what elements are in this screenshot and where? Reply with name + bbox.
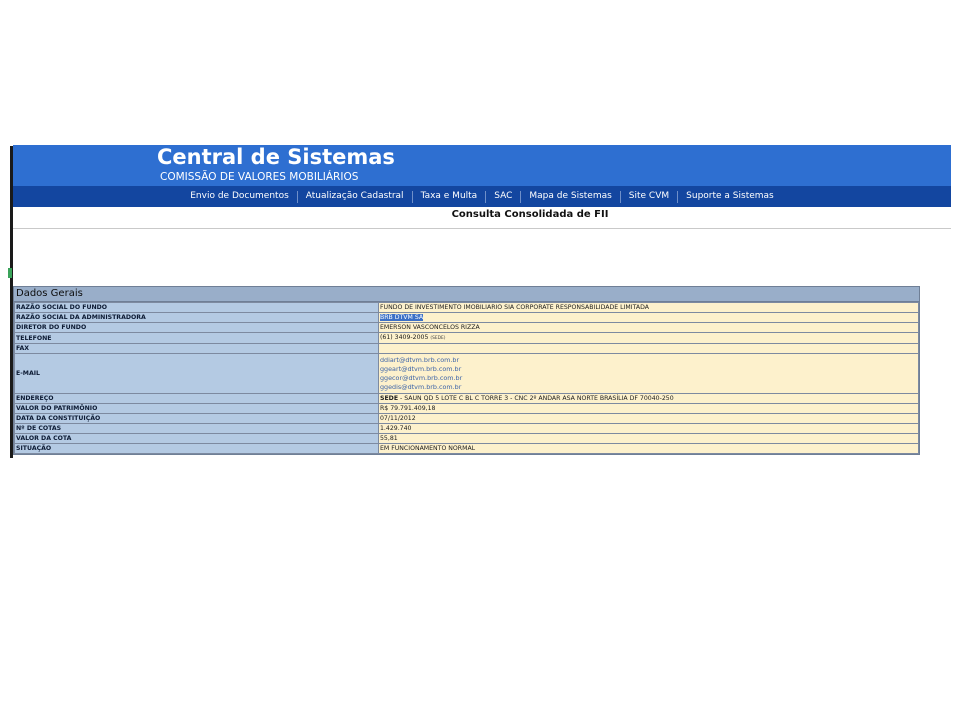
row-label: Nº DE COTAS: [15, 424, 379, 434]
panel-title: Dados Gerais: [14, 287, 919, 302]
address-text: - SAUN QD 5 LOTE C BL C TORRE 3 - CNC 2º ANDAR ASA NORTE BRASÍLIA DF 70040-250: [398, 395, 674, 402]
row-value: EM FUNCIONAMENTO NORMAL: [379, 444, 919, 454]
row-value: [379, 313, 919, 323]
table-row: [15, 333, 919, 344]
page-title: Consulta Consolidada de FII: [451, 209, 609, 220]
row-value: [379, 394, 919, 404]
row-label: ENDEREÇO: [15, 394, 379, 404]
nav-atualizacao-cadastral[interactable]: Atualização Cadastral: [305, 191, 404, 201]
table-row: [15, 323, 919, 333]
email-link[interactable]: ddiart@dtvm.brb.com.br: [380, 356, 460, 364]
row-label: VALOR DA COTA: [15, 434, 379, 444]
row-value: 55,81: [379, 434, 919, 444]
table-row: [15, 394, 919, 404]
nav-suporte-sistemas[interactable]: Suporte a Sistemas: [686, 191, 774, 201]
row-label: FAX: [15, 344, 379, 354]
table-row: [15, 313, 919, 323]
dados-gerais-panel: [13, 286, 920, 455]
site-title[interactable]: Central de Sistemas: [157, 145, 395, 169]
row-label: SITUAÇÃO: [15, 444, 379, 454]
title-divider: [13, 228, 951, 229]
row-value: 1.429.740: [379, 424, 919, 434]
table-row: [15, 444, 919, 454]
selected-text: BRB DTVM SA: [380, 314, 424, 321]
row-label: E-MAIL: [15, 354, 379, 394]
address-prefix: SEDE: [380, 395, 399, 402]
edge-marker: [8, 268, 12, 278]
table-row: [15, 344, 919, 354]
row-label: TELEFONE: [15, 333, 379, 344]
dados-gerais-table: [14, 302, 919, 454]
nav-sac[interactable]: SAC: [494, 191, 513, 201]
nav-envio-documentos[interactable]: Envio de Documentos: [190, 191, 289, 201]
email-link[interactable]: ggeart@dtvm.brb.com.br: [380, 365, 462, 373]
site-header: [13, 145, 951, 186]
email-link[interactable]: ggedis@dtvm.brb.com.br: [380, 383, 462, 391]
nav-mapa-sistemas[interactable]: Mapa de Sistemas: [529, 191, 612, 201]
row-value: [379, 333, 919, 344]
email-link[interactable]: ggecor@dtvm.brb.com.br: [380, 374, 463, 382]
site-subtitle: COMISSÃO DE VALORES MOBILIÁRIOS: [160, 171, 359, 183]
table-row: [15, 404, 919, 414]
table-row: [15, 414, 919, 424]
phone-note: (SEDE): [430, 336, 446, 341]
table-row: [15, 424, 919, 434]
table-row: [15, 434, 919, 444]
row-label: DIRETOR DO FUNDO: [15, 323, 379, 333]
nav-taxa-multa[interactable]: Taxa e Multa: [420, 191, 478, 201]
row-value: EMERSON VASCONCELOS RIZZA: [379, 323, 919, 333]
row-value: [379, 354, 919, 394]
row-label: RAZÃO SOCIAL DA ADMINISTRADORA: [15, 313, 379, 323]
row-label: DATA DA CONSTITUIÇÃO: [15, 414, 379, 424]
nav-site-cvm[interactable]: Site CVM: [628, 191, 670, 201]
phone-number: (61) 3409-2005: [380, 334, 429, 341]
row-value: FUNDO DE INVESTIMENTO IMOBILIARIO SIA CORPORATE RESPONSABILIDADE LIMITADA: [379, 303, 919, 313]
row-value: [379, 344, 919, 354]
row-label: VALOR DO PATRIMÔNIO: [15, 404, 379, 414]
table-row: [15, 303, 919, 313]
row-value: R$ 79.791.409,18: [379, 404, 919, 414]
row-value: 07/11/2012: [379, 414, 919, 424]
row-label: RAZÃO SOCIAL DO FUNDO: [15, 303, 379, 313]
top-nav: [13, 186, 951, 207]
table-row: [15, 354, 919, 394]
